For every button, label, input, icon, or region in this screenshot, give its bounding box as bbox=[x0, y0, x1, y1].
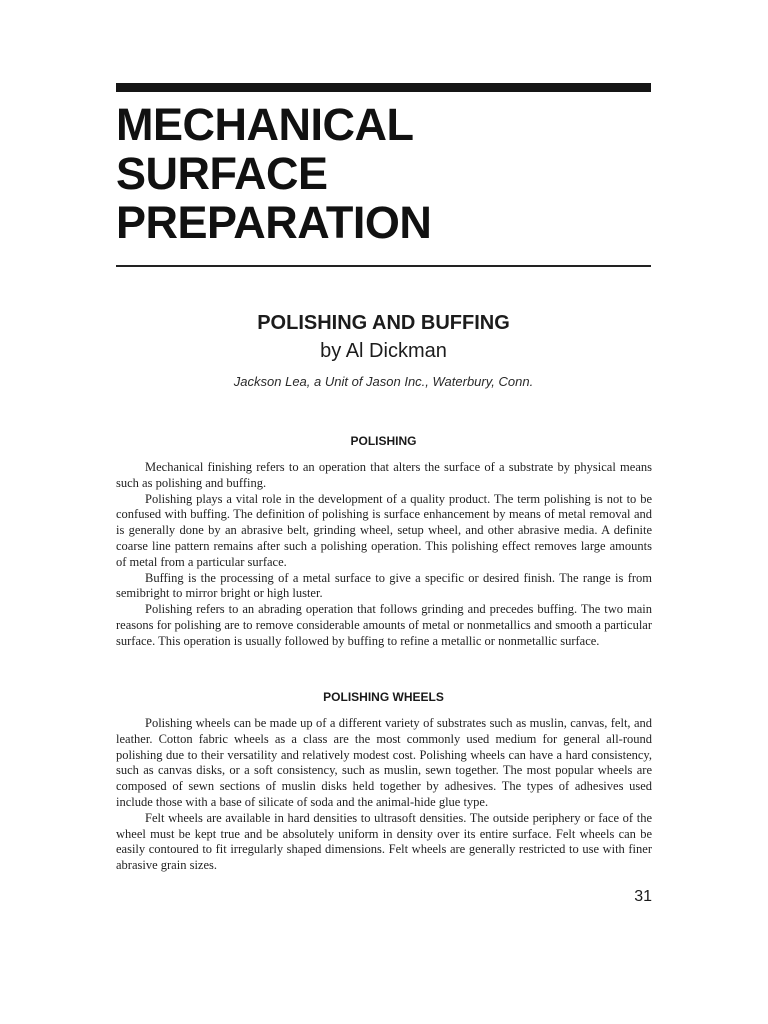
chapter-title-line: SURFACE bbox=[116, 148, 328, 199]
section-title: POLISHING AND BUFFING bbox=[257, 312, 510, 334]
author-affiliation: Jackson Lea, a Unit of Jason Inc., Waterbury, Conn. bbox=[233, 374, 534, 389]
paragraph: Mechanical finishing refers to an operation that alters the surface of a substrate by physical means such as polishing and buffing. bbox=[116, 460, 652, 490]
author-byline: by Al Dickman bbox=[320, 340, 447, 362]
heading-polishing-wheels: POLISHING WHEELS bbox=[323, 690, 444, 704]
bottom-rule bbox=[116, 265, 651, 267]
paragraph: Polishing refers to an abrading operation that follows grinding and precedes buffing. The two main reasons for polishing are to remove considerable amounts of metal or nonmetallics and smooth a particular surface. This operation is usually followed by buffing to refine a metallic or nonmetallic surface. bbox=[116, 602, 652, 648]
chapter-title-line: MECHANICAL bbox=[116, 99, 414, 150]
polishing-wheels-body bbox=[116, 716, 652, 874]
paragraph: Buffing is the processing of a metal surface to give a specific or desired finish. The range is from semibright to mirror bright or high luster. bbox=[116, 570, 652, 601]
heading-polishing: POLISHING bbox=[350, 434, 417, 448]
paragraph: Felt wheels are available in hard densities to ultrasoft densities. The outside periphery or face of the wheel must be kept true and be absolutely uniform in density over its entire surface. Felt wheels can be easily contoured to fit irregularly shaped dimensions. Felt wheels are generally restricted to use with finer abrasive grain sizes. bbox=[116, 810, 652, 873]
page-number: 31 bbox=[634, 888, 652, 905]
polishing-body bbox=[116, 460, 652, 650]
chapter-title-line: PREPARATION bbox=[116, 197, 432, 248]
paragraph: Polishing wheels can be made up of a different variety of substrates such as muslin, canvas, felt, and leather. Cotton fabric wheels as a class are the most commonly used medium for general all-round polishing due to their versatility and relatively modest cost. Polishing wheels can have a hard consistency, such as canvas disks, or a soft consistency, such as muslin, sewn together. The most popular wheels are composed of sewn sections of muslin disks held together by adhesives. The types of adhesives used include those with a base of silicate of soda and the animal-hide glue type. bbox=[116, 716, 652, 809]
top-rule bbox=[116, 83, 651, 92]
chapter-title bbox=[116, 100, 656, 247]
paragraph: Polishing plays a vital role in the development of a quality product. The term polishing is not to be confused with buffing. The definition of polishing is surface enhancement by means of metal removal and is generally done by an abrasive belt, grinding wheel, setup wheel, and other abrasive media. A definite coarse line pattern remains after such a polishing operation. This polishing effect removes large amounts of metal from a particular surface. bbox=[116, 491, 652, 569]
